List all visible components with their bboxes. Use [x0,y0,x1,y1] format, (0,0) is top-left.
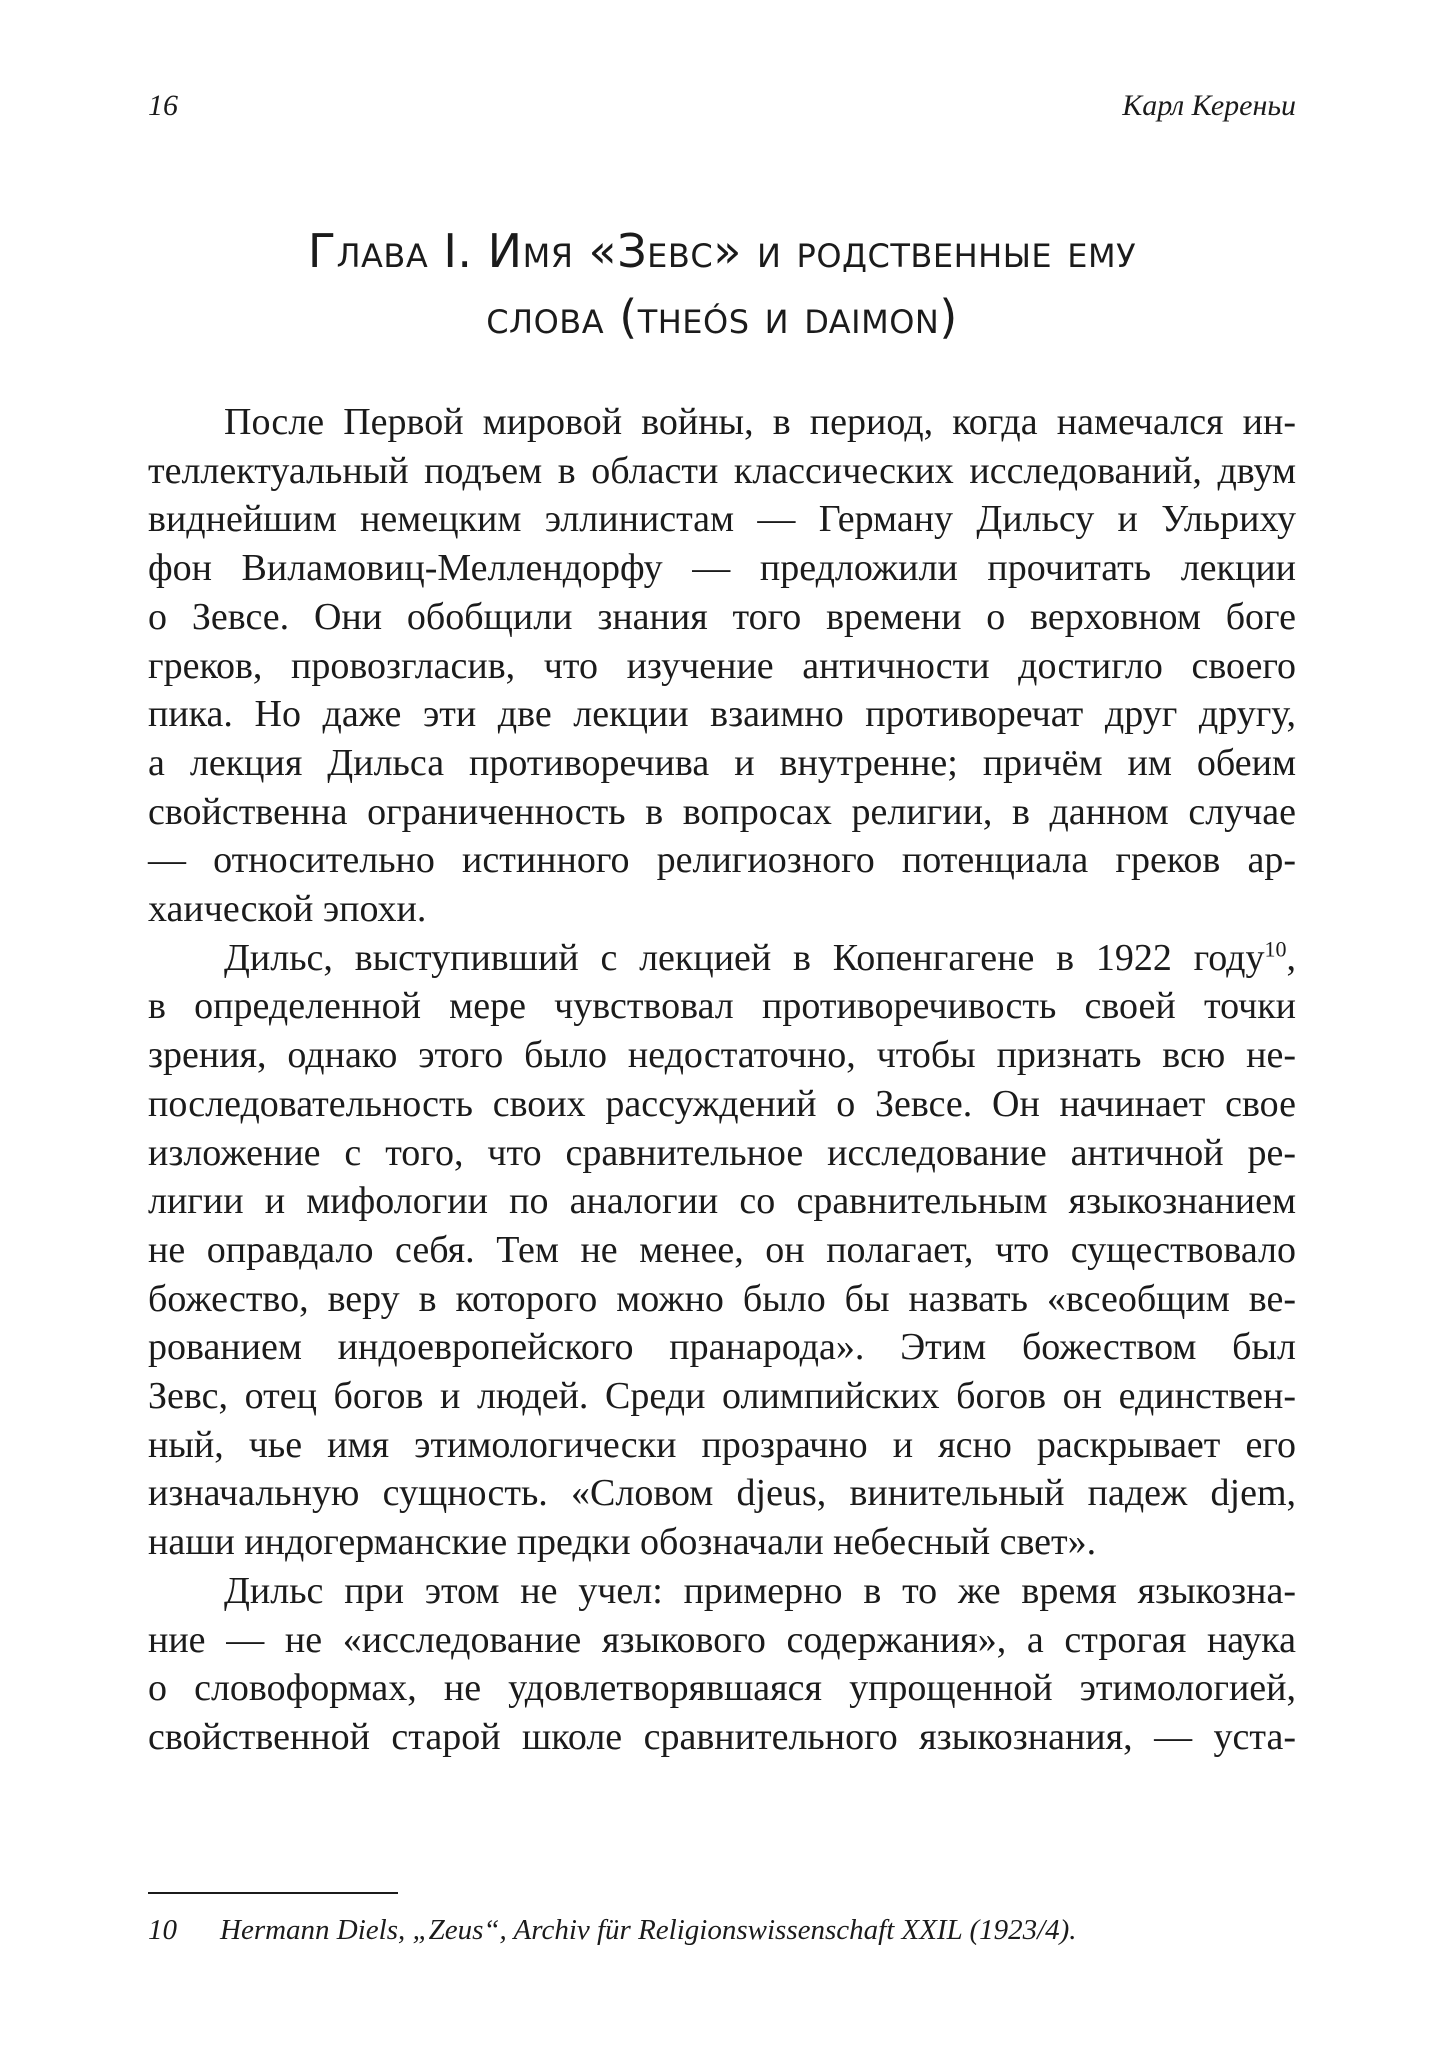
text-line: свойственна ограниченность в вопросах религии, в данном случае [148,790,1296,833]
text-line: зрения, однако этого было недостаточно, чтобы признать всю не- [148,1034,1296,1077]
text-line: греков, провозгласив, что изучение античности достигло своего [148,644,1296,687]
text-line: ный, чье имя этимологически прозрачно и ясно раскрывает его [148,1423,1296,1466]
text-line-tail: , [1286,936,1296,979]
paragraph [148,398,1296,934]
text-line: наши индогерманские предки обозначали небесный свет». [148,1521,1097,1564]
running-header-author: Карл Кереньи [1122,89,1296,122]
text-line: После Первой мировой войны, в период, когда намечался ин- [224,401,1296,443]
footnote-number: 10 [148,1914,177,1946]
text-line: божество, веру в которого можно было бы назвать «всеобщим ве- [148,1277,1296,1320]
chapter-title [148,218,1296,350]
footnote-text: Hermann Diels, „Zeus“, Archiv für Religionswissenschaft XXIL (1923/4). [220,1914,1077,1946]
text-line: свойственной старой школе сравнительного языкознания, — уста- [148,1715,1296,1758]
chapter-title-line: Глава I. Имя «Зевс» и родственные ему [307,224,1137,278]
text-line: о словоформах, не удовлетворявшаяся упрощенной этимологией, [148,1667,1296,1710]
text-line: — относительно истинного религиозного потенциала греков ар- [148,839,1296,882]
footnote-reference[interactable]: 10 [1264,936,1287,962]
body-text [148,398,1296,1762]
text-line: не оправдало себя. Тем не менее, он полагает, что существовало [148,1228,1296,1271]
paragraph [148,934,1296,1567]
chapter-title-line: слова (theós и daimon) [486,290,958,344]
text-line: в определенной мере чувствовал противоречивость своей точки [148,985,1296,1028]
text-line: последовательность своих рассуждений о Зевсе. Он начинает свое [148,1082,1296,1125]
text-line: а лекция Дильса противоречива и внутренне; причём им обеим [148,741,1296,784]
running-header [148,86,1296,126]
text-line: пика. Но даже эти две лекции взаимно противоречат друг другу, [148,693,1296,736]
text-line-body: Дильс, выступивший с лекцией в Копенгагене в 1922 году [224,936,1265,979]
text-line: ние — не «исследование языкового содержания», а строгая наука [148,1618,1296,1661]
text-line: Дильс при этом не учел: примерно в то же время языкозна- [224,1569,1296,1612]
text-line [148,934,1296,983]
text-line: о Зевсе. Они обобщили знания того времени о верховном боге [148,595,1296,638]
text-line: виднейшим немецким эллинистам — Герману Дильсу и Ульриху [148,498,1296,541]
paragraph [148,1567,1296,1762]
page-number: 16 [148,89,178,122]
text-line: изначальную сущность. «Словом djeus, винительный падеж djem, [148,1472,1296,1515]
text-line: изложение с того, что сравнительное исследование античной ре- [148,1131,1296,1174]
footnote [148,1910,1296,1950]
text-line: лигии и мифологии по аналогии со сравнительным языкознанием [148,1180,1296,1223]
text-line: хаической эпохи. [148,888,427,931]
text-line: рованием индоевропейского пранарода». Этим божеством был [148,1326,1296,1369]
text-line: Зевс, отец богов и людей. Среди олимпийских богов он единствен- [148,1375,1296,1418]
footnote-divider [148,1892,398,1894]
text-line: теллектуальный подъем в области классических исследований, двум [148,449,1296,492]
text-line: фон Виламовиц-Меллендорфу — предложили прочитать лекции [148,547,1296,590]
